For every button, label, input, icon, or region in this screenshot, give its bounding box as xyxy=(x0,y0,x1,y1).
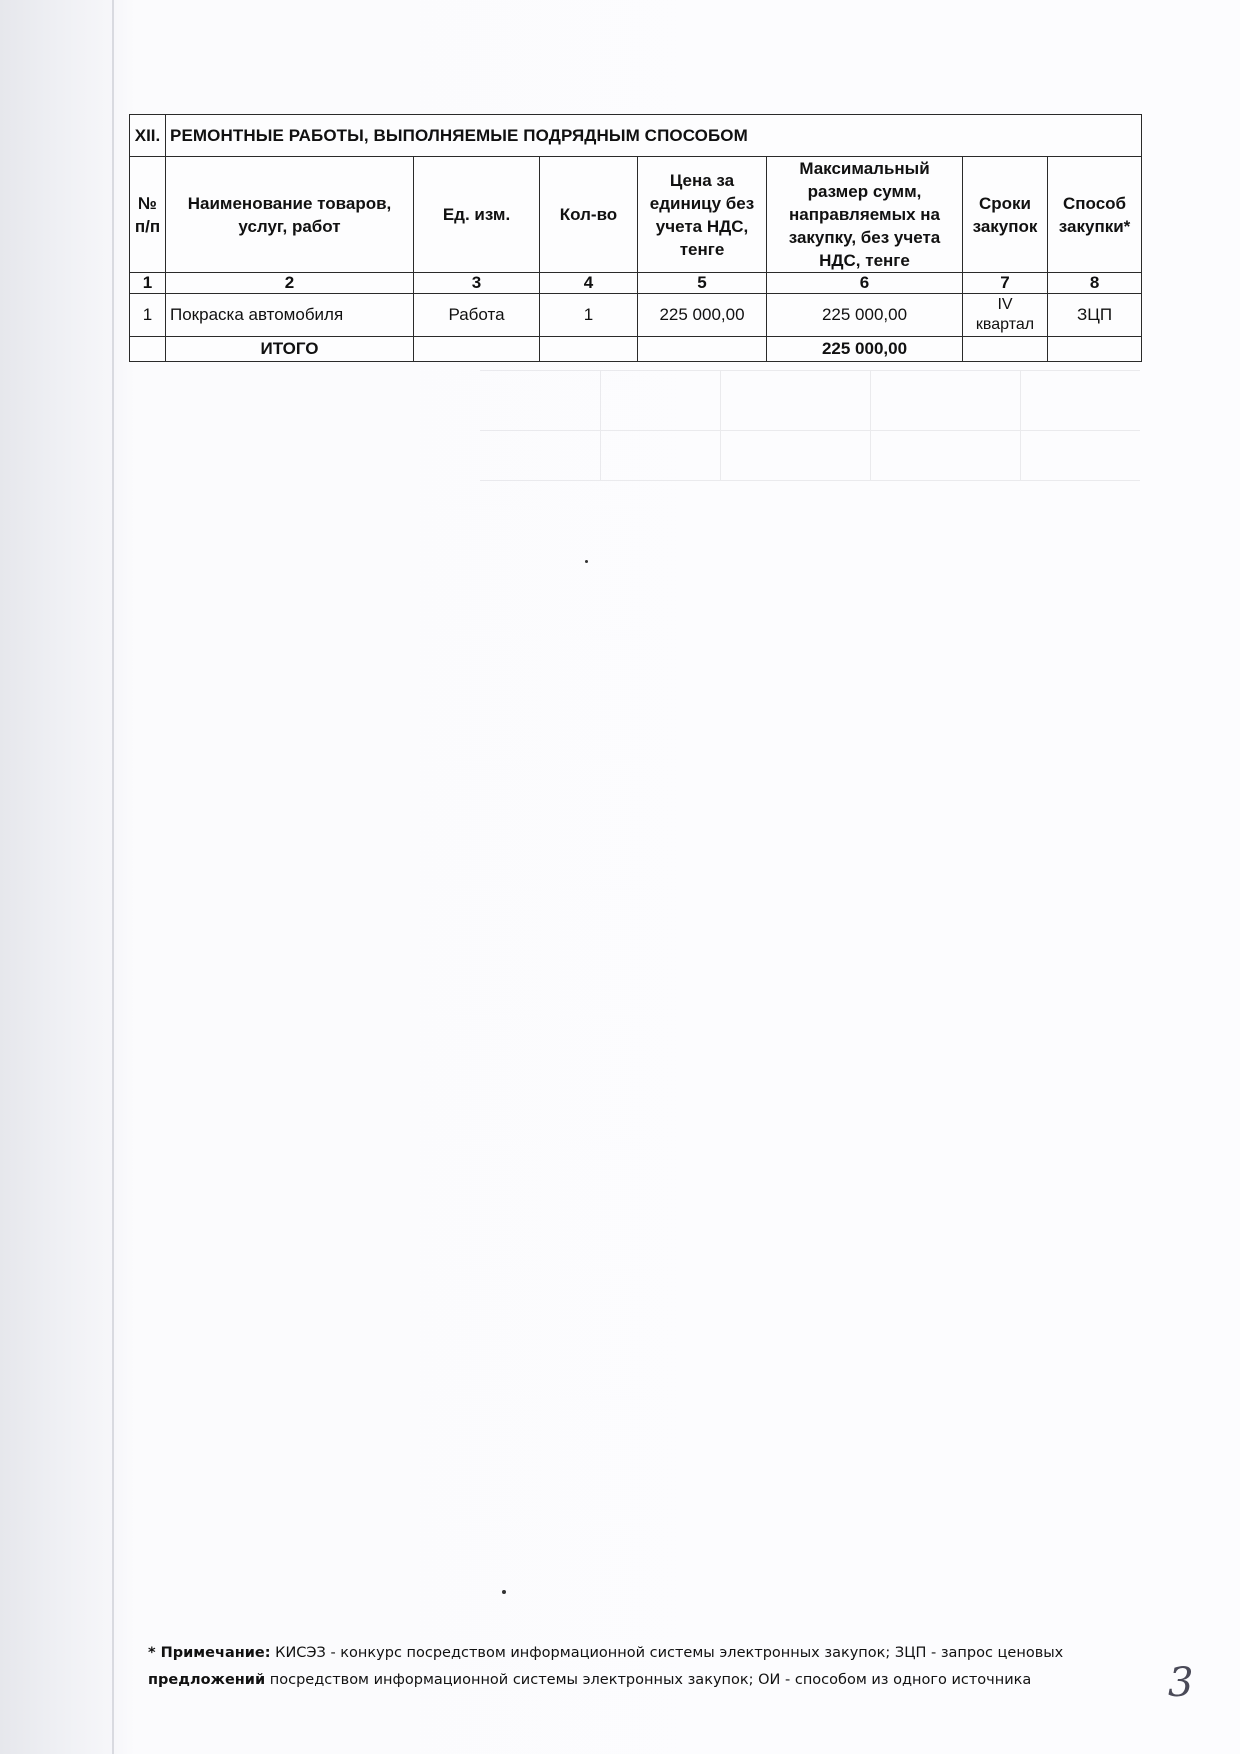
footnote xyxy=(148,1640,1148,1694)
row-max-amount: 225 000,00 xyxy=(767,294,963,337)
page-fold-edge xyxy=(112,0,114,1754)
row-unit-price: 225 000,00 xyxy=(638,294,767,337)
row-method: ЗЦП xyxy=(1048,294,1142,337)
total-value: 225 000,00 xyxy=(767,337,963,362)
scan-speck xyxy=(585,560,588,563)
header-max-amount: Максимальный размер сумм, направляемых на закупку, без учета НДС, тенге xyxy=(767,157,963,273)
table-row xyxy=(130,294,1142,337)
total-empty-cell xyxy=(414,337,540,362)
header-name: Наименование товаров, услуг, работ xyxy=(166,157,414,273)
column-header-row xyxy=(130,157,1142,273)
column-number: 5 xyxy=(638,273,767,294)
column-number: 3 xyxy=(414,273,540,294)
row-period: IV квартал xyxy=(963,294,1048,337)
footnote-bold-2: предложений xyxy=(148,1672,266,1688)
scan-speck xyxy=(502,1590,506,1594)
reverse-side-bleed xyxy=(480,370,1140,520)
row-qty: 1 xyxy=(540,294,638,337)
footnote-text-2: посредством информационной системы электронных закупок; ОИ - способом из одного источника xyxy=(265,1672,1032,1688)
total-empty-cell xyxy=(1048,337,1142,362)
total-empty-cell xyxy=(130,337,166,362)
section-number: XII. xyxy=(130,115,166,157)
total-label: ИТОГО xyxy=(166,337,414,362)
footnote-text-1: КИСЭЗ - конкурс посредством информационной системы электронных закупок; ЗЦП - запрос ценовых xyxy=(270,1645,1064,1661)
column-number: 1 xyxy=(130,273,166,294)
header-num: № п/п xyxy=(130,157,166,273)
column-number: 4 xyxy=(540,273,638,294)
header-unit-price: Цена за единицу без учета НДС, тенге xyxy=(638,157,767,273)
header-method: Способ закупки* xyxy=(1048,157,1142,273)
column-number: 2 xyxy=(166,273,414,294)
total-empty-cell xyxy=(540,337,638,362)
header-qty: Кол-во xyxy=(540,157,638,273)
column-number-row xyxy=(130,273,1142,294)
section-title: РЕМОНТНЫЕ РАБОТЫ, ВЫПОЛНЯЕМЫЕ ПОДРЯДНЫМ СПОСОБОМ xyxy=(166,115,1142,157)
procurement-table xyxy=(129,114,1142,362)
column-number: 7 xyxy=(963,273,1048,294)
column-number: 8 xyxy=(1048,273,1142,294)
header-period: Сроки закупок xyxy=(963,157,1048,273)
total-empty-cell xyxy=(963,337,1048,362)
row-num: 1 xyxy=(130,294,166,337)
footnote-lead: * Примечание: xyxy=(148,1645,271,1661)
section-header-row xyxy=(130,115,1142,157)
row-name: Покраска автомобиля xyxy=(166,294,414,337)
header-unit: Ед. изм. xyxy=(414,157,540,273)
total-row xyxy=(130,337,1142,362)
total-empty-cell xyxy=(638,337,767,362)
page-number: 3 xyxy=(1168,1660,1194,1706)
column-number: 6 xyxy=(767,273,963,294)
row-unit: Работа xyxy=(414,294,540,337)
